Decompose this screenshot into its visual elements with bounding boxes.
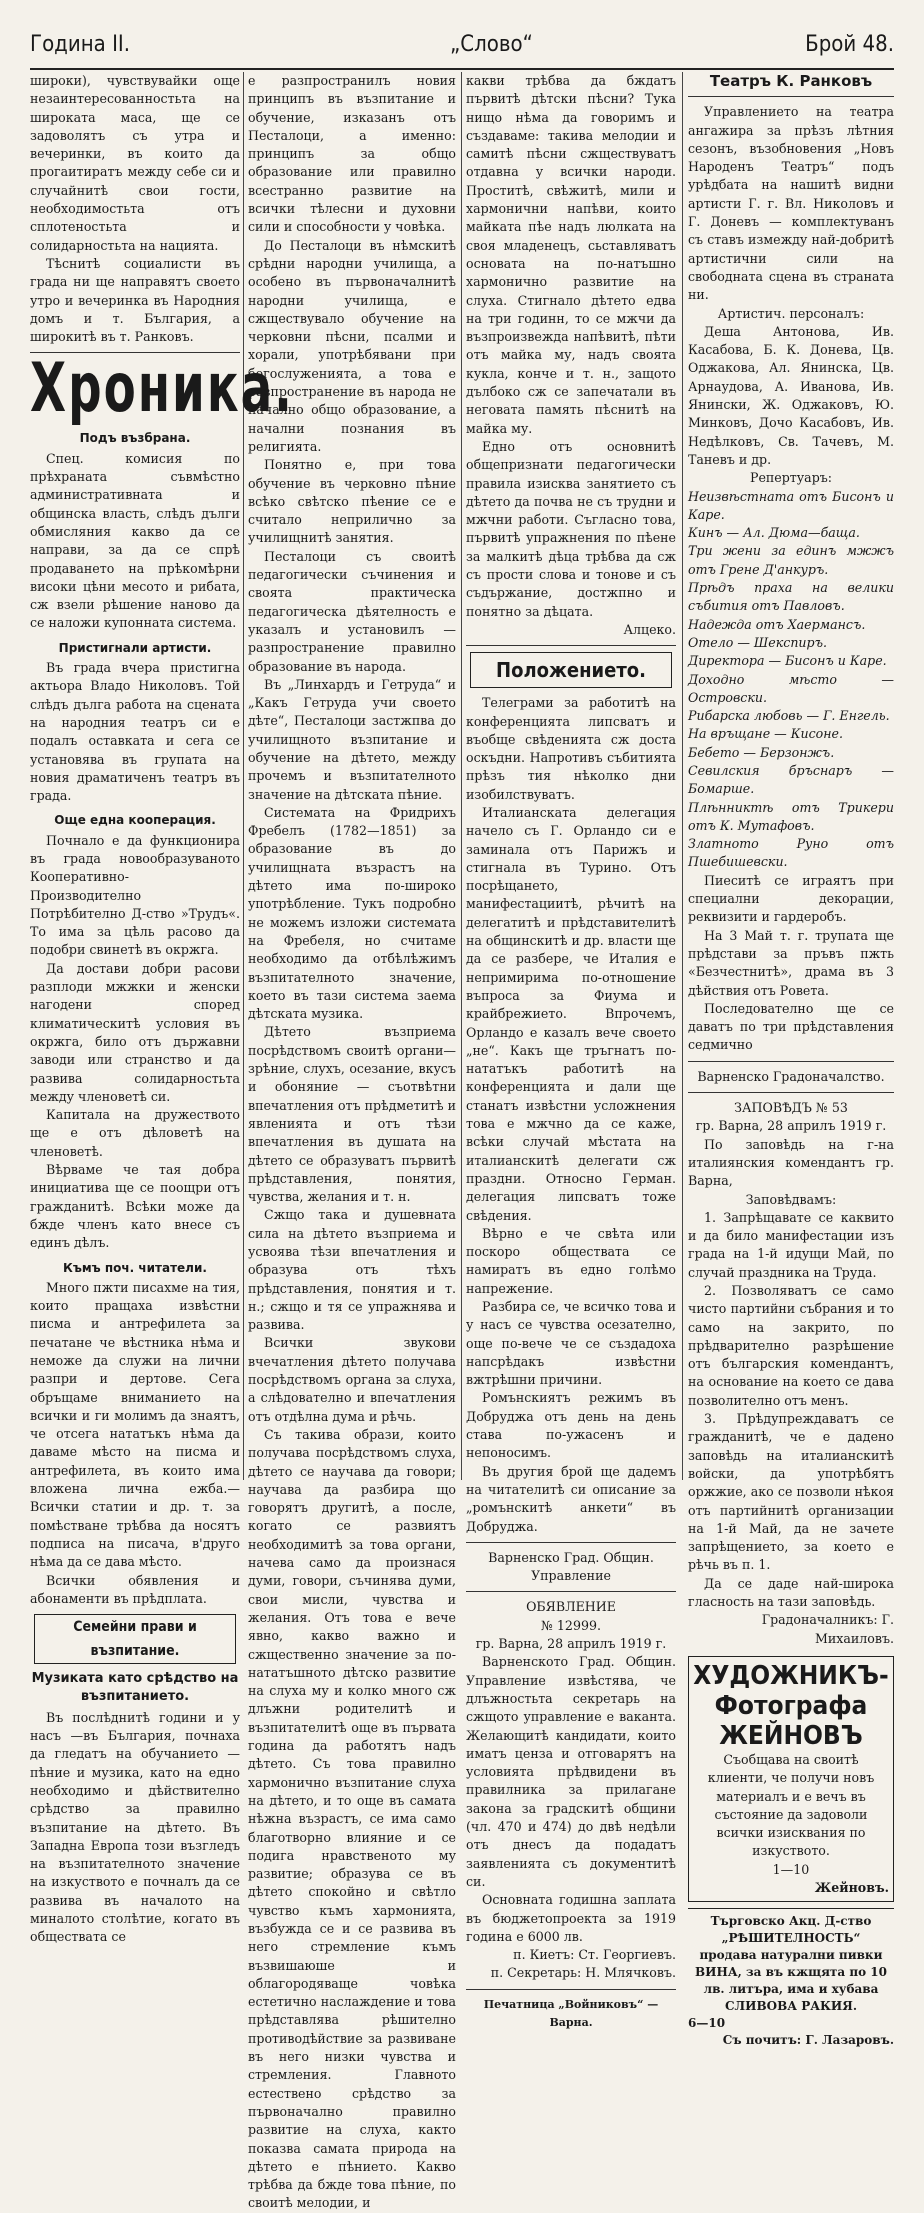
repertoire-item: Севилския бръснаръ — Бомарше. [688, 762, 894, 797]
article-text: какви трѣбва да бждатъ първитѣ дѣтски пѣсни? Тука нищо нѣма да говоримъ и създаваме: такива мелодии и самитѣ пѣсни сжществуватъ отдавна у всички народи. Проститѣ, свѣжитѣ, мили и хармонични напѣви, които майката пѣе надъ люлката на своя младенецъ, сьставляватъ основата на по-натъшно хармонично развитие на слуха. Стигнало дѣтето едва на три годинн, то се мжчи да възпроизвежда напѣвитѣ, пѣти отъ майка му, надъ своята кукла, конче и т. н., защото дълбоко сж се запечатали въ неговата память пѣснитѣ на майка му. [466, 73, 676, 436]
repertoire-item: Рибарска любовь — Г. Енгель. [688, 708, 890, 724]
article-text: Понятно е, при това обучение въ черковно пѣние всѣко свѣтско пѣение се е считало неприлично за училищнитѣ занятия. [248, 457, 456, 546]
column-3 [466, 72, 676, 2029]
theatre-text: Последователно ще се даватъ по три прѣдставления седмично [688, 1000, 894, 1053]
article-text: Системата на Фридрихъ Фребелъ (1782—1851) за образование въ до училищната възрастъ на дѣтето има по-широко употрѣбление. Тукъ подробно не можемъ изложи системата на Фребеля, но считаме необходимо да отбѣлѣжимъ възпитателното значение, което въ тази система заема дѣтската музика. [248, 804, 456, 1022]
order-verb: Заповѣдвамъ: [745, 1191, 837, 1207]
article-signature: Алцеко. [623, 621, 676, 637]
divider [688, 1061, 894, 1062]
theatre-title: Театръ К. Ранковъ [709, 72, 873, 90]
news-title: Подъ възбрана. [79, 431, 191, 446]
article-text: До Песталоци въ нѣмскитѣ срѣдни народни училища, а особено въ първоначалнитѣ народни училища, е сжществувало обучение на черковни пѣсни, псалми и хорали, употрѣбявани при богослуженията, а това е разпространение въ народа не начално общо образование, а начални познания въ религията. [248, 237, 456, 454]
article-text: широки), чувствувайки още незаинтересованностьта на широката маса, ще се задоволятъ съ утра и вечеринки, въ които да прогаитиратъ между себе си и случайнитѣ свои гости, необходимостьта отъ сплотеностьта и солидарностьта на нацията. [30, 73, 240, 253]
news-text: Капитала на дружеството ще е отъ дѣловетѣ на членоветѣ. [30, 1107, 240, 1159]
news-text: Спец. комисия по прѣхраната съвмѣстно административната и общинска власть, слѣдъ дълги обмисляния какво да се направи, за да се спрѣ продаването на прѣкомѣрни високи цѣни месото и рибата, сж взели рѣшение наново да се наложи купонната система. [30, 450, 240, 631]
article-text: Ромънскиятъ режимъ въ Добруджа отъ день на день става по-ужасенъ и непоносимъ. [466, 1390, 676, 1461]
theatre-text: Управлението на театра ангажира за прѣзъ лѣтния сезонъ, възобновения „Новъ Народенъ Театръ“ подъ урѣдбата на нашитѣ видни артисти Г. г. Вл. Николовъ и Г. Доневъ — комплектуванъ съ ставъ измежду най-добритѣ артистични сили на свободната сцена въ страната ни. [688, 104, 894, 303]
repertoire-item: Прѣдъ праха на велики събития отъ Павловъ. [688, 580, 894, 614]
article-text: Въ „Линхардъ и Гетруда“ и „Какъ Гетруда учи своето дѣте“, Песталоци застжпва до училищното възпитание и обучение на дѣтето, между прочемъ и възпитателното значение на дѣтската пѣние. [248, 676, 456, 802]
news-text: Въ града вчера пристигна актьора Владо Николовъ. Той слѣдъ дълга работа на сцената на народния театръ си е подалъ оставката и сега се установява въ групата на новия драматиченъ театръ въ града. [30, 660, 240, 804]
order-text: По заповѣдь на г-на италиянския комендантъ гр. Варна, [688, 1136, 894, 1189]
repertoire-item: Отело — Шекспиръ. [688, 634, 827, 650]
ad-text: продава натурални пивки ВИНА, за въ кжщята по 10 лв. литъра, има и хубава СЛИВОВА РАКИЯ. [695, 1948, 887, 2014]
section-title-family: Семейни прави и възпитание. [34, 1614, 236, 1664]
news-text: Вѣрваме че тая добра инициатива ще се поощри отъ гражданитѣ. Всѣки може да бжде членъ като внесе съ единъ дѣлъ. [30, 1162, 240, 1251]
ad-text: Съобщава на своитѣ клиенти, че получи новъ материалъ и е вечъ въ състояние да задоволи всички изисквания по изкуството. [707, 1751, 875, 1859]
notice-text: Основната годишна заплата въ бюджетопроекта за 1919 година е 6000 лв. [466, 1892, 676, 1944]
notice-signature: п. Киетъ: Ст. Георгиевъ. [513, 1947, 676, 1963]
issue-number: Брой 48. [805, 32, 894, 57]
order-item: 3. Прѣдупреждаватъ се гражданитѣ, че е дадено заповѣдь на италианскитѣ войски, да употрѣбятъ оржжие, ако се позволи нѣкоя отъ партийнитѣ организации на 1-й Май, да не зачете запрѣщението, за което е рѣчь въ п. 1. [688, 1411, 894, 1573]
news-title: Още една кооперация. [54, 813, 216, 828]
article-text: Съ такива образи, които получава посрѣдствомъ слуха, дѣтето се научава да говори; научава да разбира що говорятъ другитѣ, а после, когато се развиятъ необходимитѣ за това органи, начева само да произнася думи, говори, съчинява думи, свои мисли, чувства и желания. Отъ това е вече явно, какво важно и сжщественно значение за по-нататъшното дѣтско развитие на слуха му и колко много сж длъжни родителитѣ и възпитателитѣ още въ първата година да работятъ надъ дѣтето. Съ това правилно хармонично възпитание слуха на дѣтето, и то още въ самата нѣжна възрастъ, се има само благотворно влияние и се подига нравственото му развитие; образува се въ дѣтето спокойно и свѣтло чувство къмъ хармонията, възбужда се и се развива въ него стремление къмъ възвишаюше и облагородяваще човѣка естетично наслаждение и това прѣдставлява рѣшително противодѣйствие за развиване въ него низки чувства и стремления. Главното естествено срѣдство за първоначално правилно развитие на слуха, както показва самата природа на дѣтето е пѣнието. Какво трѣбва да бжде това пѣние, по своитѣ мелодии, и [248, 1426, 456, 2211]
repertoire-item: Доходно мѣсто — Островски. [688, 671, 894, 705]
order-item: 2. Позволяватъ се само чисто партийни събрания и то само на закрито, по прѣдварително разрѣшение отъ българския комендантъ, на основание на което се дава позволително отъ менъ. [688, 1283, 894, 1408]
theatre-text: Пиеситѣ се играятъ при специални декорации, реквизити и гардеробъ. [688, 872, 894, 925]
column-1 [30, 72, 294, 1945]
article-text: Вѣрно е че свѣта или поскоро обществата се намиратъ въ едно голѣмо напрежение. [466, 1225, 676, 1296]
article-text: Сжщо така и душевната сила на дѣтето възприема и усвоява тѣзи впечатления и образува отъ тѣхъ прѣдставления, понятия и т. н.; сжщо и тя се упражнява и развива. [248, 1207, 456, 1333]
news-text: Много пжти писахме на тия, които пращаха извѣстни писма и антрефилета за печатане че вѣстника нѣма и неможе да служи на лични разпри и дертове. Сега обръщаме вниманието на всички и ги молимъ да знаятъ, че отсега нататъкъ нѣма да даваме мѣсто на писма и антрефилета, въ които има вложена лична ежба.— Всички статии и др. т. за помѣстване трѣбва да носятъ подписа на писача, в'друго нѣма да се дава мѣсто. [30, 1279, 240, 1570]
column-divider [243, 72, 244, 1480]
page-header [30, 28, 894, 70]
notice-number: № 12999. [541, 1617, 601, 1633]
divider [466, 1591, 676, 1592]
ad-number: 1—10 [772, 1861, 810, 1877]
article-text: Разбира се, че всичко това и у насъ се чувства осезателно, още по-вече че се създадоха напсрѣдакъ извѣстни вжтрѣшни причини. [466, 1299, 676, 1388]
divider [466, 1989, 676, 1990]
article-title: Музиката като срѣдство на възпитанието. [31, 1671, 239, 1705]
wine-ad [688, 1908, 894, 2049]
divider [466, 1542, 676, 1543]
article-text: Въ послѣднитѣ години и у насъ —въ България, почнаха да гледатъ на обучанието — пѣние и музика, като на едно необходимо и дѣйствително срѣдство за правилно възпитание на дѣтето. Въ Западна Европа този възгледъ на възпитателното значение на изкуството е почналъ да се развива въ началото на миналото столѣтие, когато въ обществата се [30, 1709, 240, 1945]
order-signature: Градоначалникъ: Г. Михаиловъ. [761, 1612, 894, 1646]
news-title: Пристигнали артисти. [58, 640, 212, 655]
article-text: Песталоци съ своитѣ педагогически съчинения и своята практическа педагогическа дѣятелность е указалъ и установилъ — разпространение правилно образование въ народа. [248, 548, 456, 674]
repertoire-item: Златното Руно отъ Пшебишевски. [688, 836, 894, 870]
repertoire-title: Репертуаръ: [749, 470, 833, 486]
divider [688, 96, 894, 97]
divider [688, 1092, 894, 1093]
repertoire-item: Надежда отъ Хаермансъ. [688, 616, 866, 632]
news-text: Всички обявления и абонаменти въ прѣдплата. [30, 1572, 240, 1606]
cast-title: Артистич. персоналъ: [717, 305, 865, 321]
divider [466, 645, 676, 646]
column-divider [682, 72, 683, 1480]
photographer-ad [688, 1656, 894, 1902]
notice-header: Варненско Град. Общин. Управление [488, 1549, 654, 1584]
repertoire-item: Неизвѣстната отъ Бисонъ и Каре. [688, 488, 894, 522]
ad-title: Търговско Акц. Д-ство „РѢШИТЕЛНОСТЬ“ [710, 1914, 872, 1946]
section-title-situation: Положението. [470, 652, 672, 688]
repertoire-item: На връщане — Кисоне. [688, 726, 843, 742]
order-date: гр. Варна, 28 априлъ 1919 г. [695, 1118, 887, 1134]
ad-signature: Жейновъ. [814, 1880, 889, 1896]
column-4 [688, 72, 894, 2048]
repertoire-item: Плѣнниктѣ отъ Трикери отъ К. Мутафовъ. [688, 799, 894, 833]
order-title: ЗАПОВѢДЪ № 53 [734, 1100, 848, 1116]
section-title-chronicle: Хроника. [30, 350, 294, 429]
ad-number: 6—10 [688, 2016, 726, 2031]
cast-list: Деша Антонова, Ив. Касабова, Б. К. Донева, Цв. Оджакова, Ал. Янинска, Цв. Арнаудова, А. Иванова, Ив. Янински, Ж. Оджаковъ, Ю. Минковъ, Дочо Касабовъ, Ив. Недѣлковъ, Св. Тачевъ, М. Таневъ и др. [688, 323, 894, 467]
repertoire-item: Директора — Бисонъ и Каре. [688, 653, 887, 669]
notice-text: Варненското Град. Общин. Управление извѣстява, че длъжностьта секретарь на сжщото управление е ваканта. Желающитѣ кандидати, които иматъ ценза и отговарятъ на условията прѣдвидени въ правилника за прилагане закона за градскитѣ общини (чл. 470 и 474) до двѣ недѣли отъ днесъ да подадатъ заявленията съ документитѣ си. [466, 1654, 676, 1889]
article-text: е разпространилъ новия принципъ въ възпитание и обучение, изказанъ отъ Песталоци, а именно: принципъ за общо образование или правилно всестранно развитие на всички тѣлесни и духовни сили и способности у човѣка. [248, 73, 456, 235]
article-text: Всички звукови вчечатления дѣтето получава посрѣдствомъ органа за слуха, а слѣдователно и впечатления отъ отдѣлна дума и рѣчь. [248, 1335, 456, 1424]
order-text: Да се даде най-широка гласность на тази заповѣдь. [688, 1575, 894, 1610]
article-text: Италианската делегация начело съ Г. Орландо си е заминала отъ Парижъ и стигнала въ Турино. Отъ посрѣщането, манифестациитѣ, рѣчитѣ на делегатитѣ и прѣдставителитѣ на общинскитѣ и др. власти ще да се разбере, че Италия е непримирима по-отношение въпроса за Фиума и крайбрежието. Впрочемъ, Орландо е казалъ вече своето „не“. Какъ ще тръгнатъ по-нататъкъ работитѣ на конференцията и дали ще станатъ извѣстни усложнения това е мжчно да се каже, всѣки случай мѣстата на италианскитѣ делегати сж праздни. Относно Герман. делегация липсватъ тоже свѣдения. [466, 804, 676, 1223]
article-text: Дѣтето възприема посрѣдствомъ своитѣ органи— зрѣние, слухъ, осезание, вкусъ и обоняние — съотвѣтни впечатления отъ прѣдметитѣ и явленията и отъ тѣзи впечатления въ душата на дѣтето се образуватъ първитѣ прѣдставления, понятия, чувства, желания и т. н. [248, 1024, 456, 1205]
news-text: Почнало е да функционира въ града новообразуваното Кооперативно-Производително Потрѣбително Д-ство »Трудъ«. То има за цѣль расово да подобри свинетѣ въ окржга. [30, 832, 240, 958]
newspaper-title: „Слово“ [450, 32, 533, 57]
repertoire-item: Бебето — Берзонжъ. [688, 744, 835, 760]
theatre-text: На 3 Май т. г. трупата ще прѣдстави за пръвъ пжть «Безчестнитѣ», драма въ 3 дѣйствия отъ Ровета. [688, 927, 894, 998]
column-2 [248, 72, 456, 2211]
order-header: Варненско Градоначалство. [697, 1068, 885, 1084]
notice-date: гр. Варна, 28 априлъ 1919 г. [475, 1636, 667, 1652]
ad-title: ХУДОЖНИКЪ-Фотографа ЖЕЙНОВЪ [693, 1660, 889, 1751]
notice-signature: п. Секретарь: Н. Млячковъ. [490, 1965, 676, 1981]
news-text: Да достави добри расови разплоди мжжки и женски нагодени според климатическитѣ условия въ окржга, било отъ държавни заводи или странство и да развива солидарностьта между членоветѣ си. [30, 960, 240, 1104]
notice-title: ОБЯВЛЕНИЕ [526, 1599, 616, 1615]
article-text: Телеграми за работитѣ на конференцията липсватъ и въобще свѣденията сж доста оскъдни. Напротивъ събитията прѣзъ тия нѣколко дни изобилствуватъ. [466, 695, 676, 802]
year-label: Година II. [30, 32, 131, 57]
repertoire-item: Кинъ — Ал. Дюма—баща. [688, 525, 860, 541]
printer-line: Печатница „Войниковъ“ — Варна. [483, 1997, 659, 2029]
order-item: 1. Запрѣщавате се каквито и да било манифестации изъ града на 1-й идущи Май, по случай праздника на Труда. [688, 1209, 894, 1280]
ad-signature: Съ почитъ: Г. Лазаровъ. [722, 2033, 894, 2048]
news-title: Къмъ поч. читатели. [63, 1260, 207, 1275]
article-text: Едно отъ основнитѣ общепризнати педагогически правила изисква занятието съ дѣтето да почва не съ трудни и мжчни работи. Съгласно това, първитѣ упражнения по пѣене за малкитѣ дѣца трѣбва да сж съ прости слова и тонове и съ съдържание, достжпно и понятно за дѣцата. [466, 438, 676, 619]
article-text: Въ другия брой ще дадемъ на читателитѣ си описание за „ромънскитѣ анкети“ въ Добруджа. [466, 1463, 676, 1534]
repertoire-item: Три жени за единъ мжжъ отъ Грене Д'анкуръ. [688, 543, 894, 577]
article-text: Тѣснитѣ социалисти въ града ни ще направятъ своето утро и вечеринка въ Народния домъ и т. България, а широкитѣ въ т. Ранковъ. [30, 255, 240, 345]
column-divider [461, 72, 462, 1480]
